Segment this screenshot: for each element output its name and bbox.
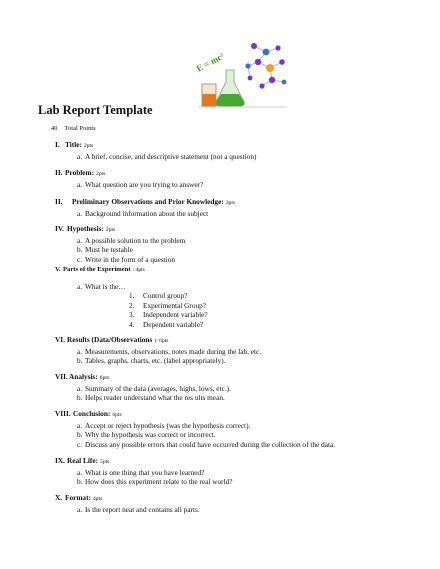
list-marker: a.	[77, 504, 83, 514]
list-marker: a.	[77, 235, 83, 245]
section-heading: Problem:	[65, 168, 95, 177]
section-points: 6pts	[112, 412, 122, 418]
section-heading: Parts of the Experiment	[63, 266, 131, 273]
list-item-text: Background information about the subject	[85, 208, 209, 218]
total-points	[51, 125, 96, 132]
section-problem	[55, 168, 204, 189]
list-item-text: Accept or reject hypothesis (was the hypothesis correct).	[85, 420, 251, 430]
list-marker: b.	[77, 356, 83, 366]
list-item-text: What question are you trying to answer?	[85, 179, 204, 189]
section-numeral: VIII.	[55, 409, 71, 418]
section-points: : 4pts	[132, 267, 145, 273]
list-marker: a.	[77, 346, 83, 356]
svg-text:E = mc²: E = mc²	[194, 50, 226, 74]
list-item-text: Measurements, observations, notes made during the lab, etc.	[85, 346, 262, 356]
section-points: 2pts	[96, 171, 106, 177]
total-points-label: Total Points	[64, 125, 96, 132]
list-item-text: Control group?	[143, 291, 188, 301]
list-item	[55, 383, 231, 394]
section-format	[55, 493, 200, 514]
list-item-text: Summary of the data (averages, highs, lows, etc.).	[85, 383, 231, 393]
list-marker: a.	[77, 208, 83, 218]
section-hypothesis	[55, 224, 186, 264]
list-marker: 3.	[129, 310, 135, 320]
list-marker: b.	[77, 245, 83, 255]
section-heading: Title:	[65, 140, 82, 149]
list-item-text: Is the report neat and contains all parts.	[85, 504, 200, 514]
section-heading: Hypothesis:	[67, 224, 104, 233]
section-results	[55, 335, 262, 366]
section-preliminary-observations	[55, 197, 235, 218]
list-item	[55, 179, 204, 190]
section-numeral: V.	[55, 266, 61, 273]
list-item	[55, 393, 225, 403]
list-marker: b.	[77, 477, 83, 487]
list-item	[55, 467, 205, 478]
section-points: 4pts	[92, 496, 103, 502]
list-marker: c.	[77, 254, 83, 264]
section-title	[55, 140, 257, 161]
list-item	[55, 235, 186, 246]
section-conclusion	[55, 409, 336, 449]
section-heading: Analysis:	[69, 372, 98, 381]
section-numeral: X.	[55, 493, 63, 502]
list-item-text: How does this experiment relate to the real world?	[85, 477, 233, 487]
list-item	[55, 439, 336, 450]
section-points: 6pts	[99, 375, 110, 381]
section-numeral: VII.	[55, 372, 68, 381]
list-item-text: What is the…	[85, 281, 126, 291]
list-marker: 1.	[129, 291, 135, 301]
list-marker: a.	[77, 383, 83, 393]
section-numeral: II.	[55, 197, 63, 206]
list-marker: a.	[77, 467, 83, 477]
list-item	[55, 151, 257, 162]
list-item-text: Why the hypothesis was correct or incorrect.	[85, 430, 216, 440]
list-item-text: What is one thing that you have learned?	[85, 467, 205, 477]
list-item	[55, 300, 207, 311]
list-marker: c.	[77, 439, 83, 449]
list-item	[55, 356, 226, 366]
list-marker: a.	[77, 179, 83, 189]
list-marker: 4.	[129, 319, 135, 329]
section-points: 5pts	[100, 459, 110, 465]
list-item-text: Discuss any possible errors that could have occurred during the collection of the data.	[85, 439, 336, 449]
list-item-text: A brief, concise, and descriptive statement (not a question)	[85, 151, 257, 161]
section-real-life	[55, 456, 233, 487]
section-numeral: I.	[55, 140, 60, 149]
list-item	[55, 254, 176, 265]
section-points: ): 6pts	[154, 338, 169, 344]
list-item	[55, 282, 145, 292]
science-logo-icon	[188, 36, 288, 112]
section-numeral: II.	[55, 168, 63, 177]
section-points: 2pts	[83, 143, 94, 149]
list-marker: a.	[77, 420, 83, 430]
section-heading: Real Life:	[67, 456, 99, 465]
list-marker: a.	[77, 281, 83, 291]
list-item-text: Dependent variable?	[143, 319, 204, 329]
list-item	[55, 420, 251, 431]
section-parts-of-experiment	[55, 265, 208, 330]
list-item-text: Must be testable	[85, 245, 133, 255]
section-points: 2pts	[105, 227, 116, 233]
list-item	[55, 310, 208, 320]
section-numeral: IX.	[55, 456, 65, 465]
list-item	[55, 319, 204, 330]
document-title: Lab Report Template	[38, 103, 153, 117]
section-numeral: VI.	[55, 335, 65, 344]
list-item	[55, 346, 262, 357]
section-points: 3pts	[225, 200, 236, 206]
section-heading: Preliminary Observations and Prior Knowledge:	[72, 197, 224, 206]
section-heading: Results (Data/Observations	[67, 335, 153, 344]
section-heading: Format:	[65, 493, 91, 502]
list-item-text: Helps reader understand what the res ults mean.	[85, 393, 225, 403]
section-heading: Conclusion:	[73, 409, 111, 418]
section-numeral: IV.	[55, 224, 64, 233]
list-item-text: Independent variable?	[143, 310, 208, 320]
total-points-number: 40	[51, 125, 58, 132]
list-item	[55, 245, 133, 255]
list-item	[55, 504, 200, 515]
list-marker: b.	[77, 393, 83, 403]
list-item	[55, 291, 188, 301]
list-item	[55, 430, 216, 440]
list-marker: 2.	[129, 300, 135, 310]
list-item-text: Tables, graphs, charts, etc. (label appropriately).	[85, 356, 226, 366]
list-item-text: Experimental Group?	[143, 300, 207, 310]
section-analysis	[55, 372, 231, 403]
list-item	[55, 477, 233, 487]
list-item	[55, 209, 235, 219]
list-item-text: Write in the form of a question	[85, 254, 176, 264]
list-item-text: A possible solution to the problem	[85, 235, 186, 245]
list-marker: b.	[77, 430, 83, 440]
list-marker: a.	[77, 151, 83, 161]
